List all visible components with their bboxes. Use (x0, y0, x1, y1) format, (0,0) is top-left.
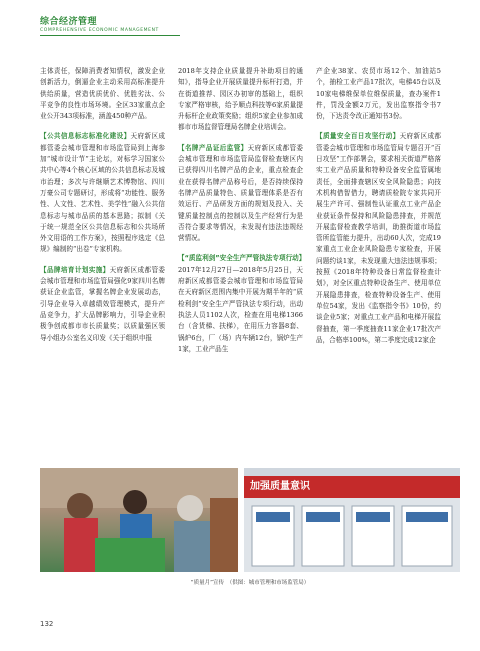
section-tag: 【名牌产品证后监管】 (178, 143, 248, 152)
quality-month-photo-banner (244, 468, 460, 572)
text-column-3 (316, 66, 441, 346)
paragraph-brand-supervision (178, 143, 303, 245)
section-tag: 【公共信息标志标准化建设】 (40, 132, 131, 141)
paragraph-public-signage (40, 131, 165, 255)
paragraph: 主体责任，保障消费者知情权，激发企业创新活力，倒逼企业主动采用高标准提升供给质量，营造优质优价、优胜劣汰、公平竞争的良性市场环境。全区33家重点企业公开343项标准，涵盖450种产品。 (40, 67, 165, 121)
section-subtitle: COMPREHENSIVE ECONOMIC MANAGEMENT (40, 28, 159, 33)
text-column-1 (40, 66, 165, 344)
photo-caption: “质量月”宣传 （供图：城市管理和市场监管局） (190, 580, 310, 586)
section-text: 天府新区成都管委会城市管理和市场监管局到上海参加“城市设计节”主论坛，对标学习国家公共中心等4个核心区域的公共信息标志及城市治理；多次与许继顺艺术博物馆、四川万豪公司专题研讨，形成将“功能性、服务性、人文性、艺术性、美学性”融入公共信息标志与城市品质的基本思路；拟制《关于统一规范全区公共信息标志和公共场所外文用语的工作方案》，按照程序选定《总规》编制的“出卷”专家机构。 (40, 132, 166, 254)
page-number: 132 (40, 620, 54, 628)
crowd-illustration (40, 468, 238, 572)
section-text: 天府新区成都管委会城市管理和市场监管局监督检查辖区内已获得四川名牌产品的企业，重点检查企业在获得名牌产品称号后，是否持续保持名牌产品质量特色、质量管理体系是否有效运行、产品研发方面的规划及投入、关键质量控制点的控制以及生产经营行为是否符合要求等情况，未发现有违法违规经营情况。 (178, 143, 304, 243)
quality-month-photo-crowd (40, 468, 238, 572)
display-boards-illustration (244, 468, 460, 572)
paragraph-brand-cultivation (40, 265, 165, 344)
section-tag: 【品牌培育计划实施】 (40, 265, 110, 274)
section-tag: 【质量安全百日攻坚行动】 (316, 132, 400, 141)
section-tag: 【“质监利剑”安全生产严管执法专项行动】 (178, 254, 306, 263)
paragraph: 2018年支持企业质量提升补助项目的通知》，指导企业开展质量提升标杆打造，并在街道推荐、园区办初审的基础上，组织专家严格审核，给予顺点科技等6家质量提升标杆企业政策奖励；组织5家企业参加成都市市场监督管理局名牌企业培训会。 (178, 67, 303, 132)
section-header (40, 14, 460, 36)
section-text: 天府新区成都管委会城市管理和市场监管局强化9家四川名牌获证企业监管，掌握名牌企业发展动态，引导企业导入卓越绩效管理模式，提升产品竞争力，扩大品牌影响力，引导企业积极争创成都市市长质量奖；以质量强区领导小组办公室名义印发《关于组织申报 (40, 265, 166, 342)
paragraph-hundred-day-action (316, 131, 441, 346)
photo-strip (40, 468, 460, 572)
section-text: 2017年12月27日—2018年5月25日，天府新区成都管委会城市管理和市场监管局在天府新区范围内集中开展为期半年的“质检利剑”安全生产严管执法专项行动，出动执法人员1102人次，检查在用电梯1366台（含货梯、扶梯），在用压力容器8套、锅炉6台，厂（场）内车辆12台，锅炉生产1家，工业产品生 (178, 265, 303, 353)
paragraph-enforcement-action (178, 253, 306, 355)
text-column-2 (178, 66, 306, 355)
section-text: 天府新区成都管委会城市管理和市场监管局专题召开“百日攻坚”工作部署会，要求相关街道严格落实工业产品质量和特种设备安全监管属地责任，全面排查辖区安全风险隐患；向技术机构借智借力，聘请质检院专家共同开展生产许可、强制性认证重点工业产品企业获证条件保持和风险隐患排查，并规范开展监督检查教学培训，助推街道市场监管所监管能力提升，出动60人次，完成19家重点工业企业风险隐患专家检查，开展问题约谈1家，未发现重大违法违规事项；按照《2018年特种设备日常监督检查计划》，对全区重点特种设备生产、使用单位开展隐患排查，检查特种设备生产、使用单位54家，发出《监察指令书》10份，约谈企业5家；对重点工业产品和电梯开展监督抽查，第一季度抽查11家企业17批次产品，合格率100%，第二季度完成12家企 (316, 132, 442, 344)
quality-banner: 加强质量意识 (244, 476, 460, 498)
section-title: 综合经济管理 (40, 17, 98, 27)
header-rule (40, 35, 180, 36)
paragraph: 产企业38家、农贸市场12个、加油站5个，抽检工业产品17批次，电梯45台以及10家电梯维保单位维保质量，查办案件1件，罚没金额2万元，发出监察指令书7份，下达责令改正通知书3份。 (316, 67, 441, 121)
